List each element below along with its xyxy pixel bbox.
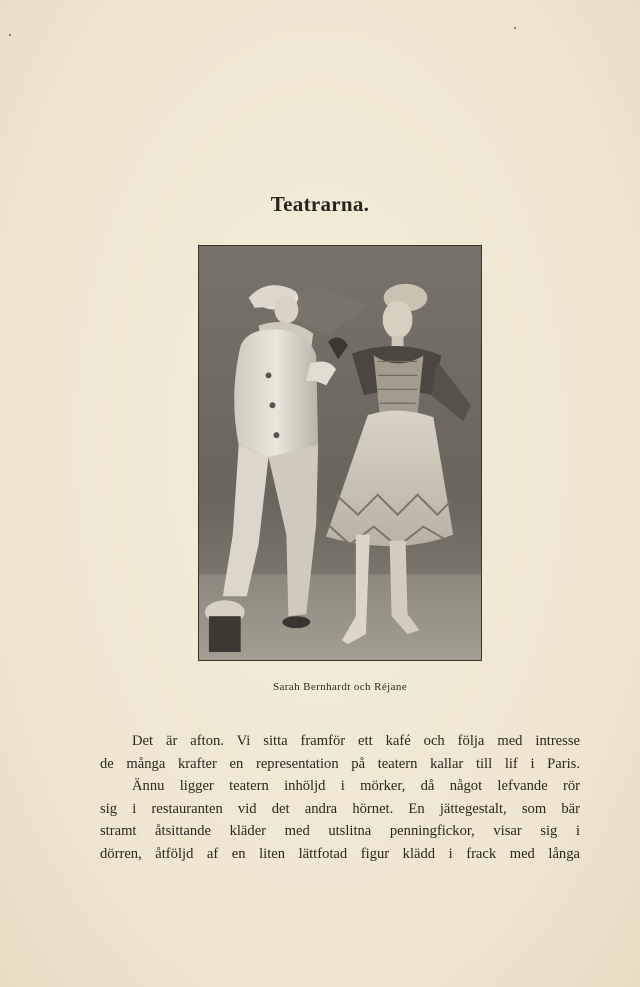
- body-line: Det är afton. Vi sitta framför ett kafé och följa med intresse: [132, 733, 580, 749]
- page-title: Teatrarna.: [270, 192, 370, 216]
- body-line: de många krafter en representation på teatern kallar till lif i Paris.: [100, 755, 580, 772]
- body-line: dörren, åtföljd af en liten lättfotad figur klädd i frack med långa: [100, 845, 580, 862]
- body-line: sig i restauranten vid det andra hörnet. En jättegestalt, som bär: [100, 800, 580, 817]
- photo-illustration: [199, 246, 481, 660]
- photo-caption: Sarah Bernhardt och Réjane: [272, 681, 408, 693]
- paper-speck: [9, 34, 11, 36]
- body-line: stramt åtsittande kläder med utslitna penningfickor, visar sig i: [100, 823, 580, 840]
- halftone-photograph: [198, 245, 482, 661]
- body-paragraph: [100, 730, 580, 866]
- paper-speck: [514, 27, 516, 29]
- body-line: Ännu ligger teatern inhöljd i mörker, då något lefvande rör: [132, 778, 580, 795]
